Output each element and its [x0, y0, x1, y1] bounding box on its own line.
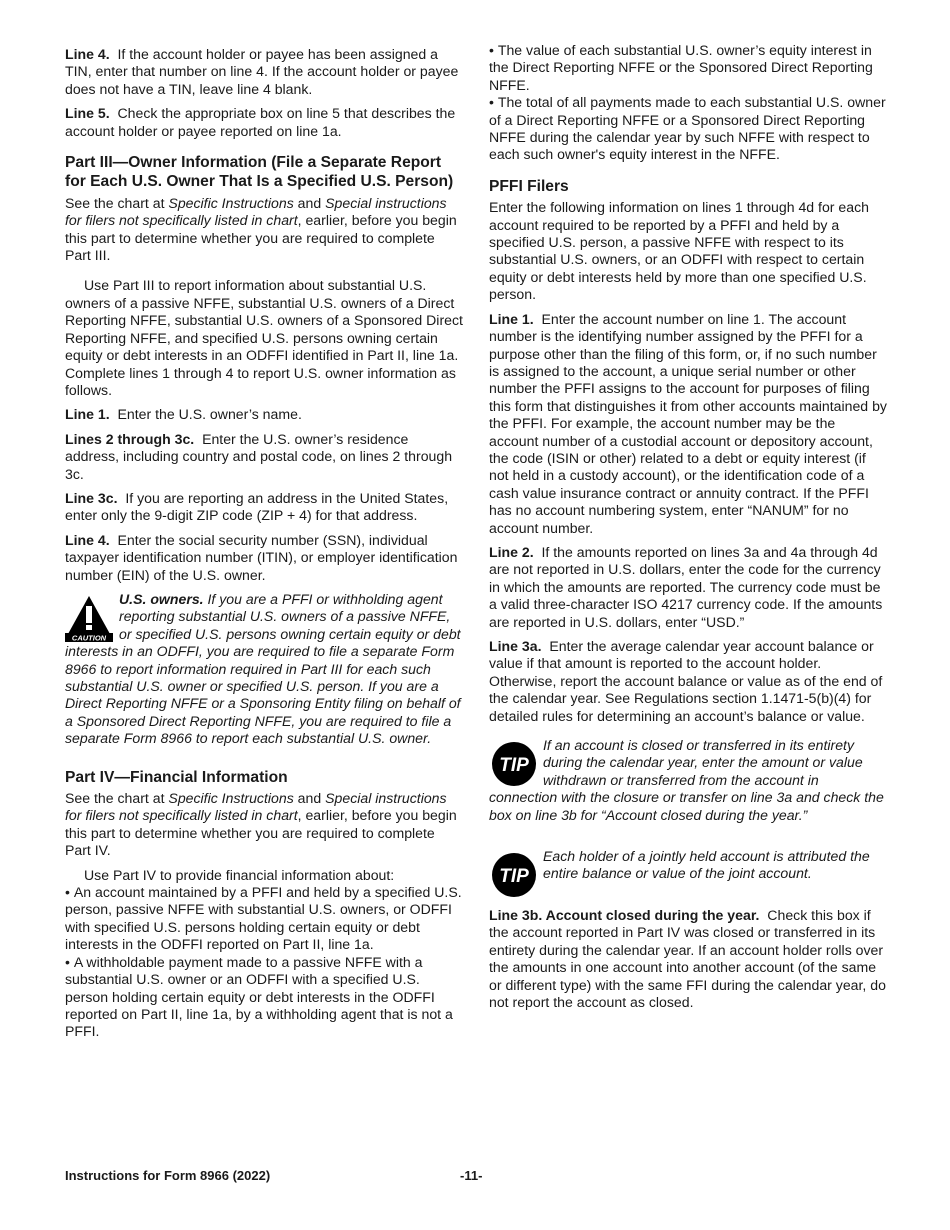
r-line1: Line 1. Enter the account number on line 1. The account number is the identifying number assigned by the PFFI for a purpose other than the filing of this form, or, if no such number is assigned to the account, a unique serial number or other number the PFFI assigns to the account for purposes of filing this form that distinguishes it from other accounts maintained by the PFFI. For example, the account number may be the account number of a custodial account or depository account, the code (ISIN or other) related to a debt or equity interest (if not held in a custody account), or the identification code of a cash value insurance contract or annuity contract. If the PFFI has no account numbering system, enter “NANUM” for no account number.: [489, 310, 887, 536]
part4-heading: Part IV—Financial Information: [65, 768, 288, 786]
r-line3a: Line 3a. Enter the average calendar year account balance or value if that amount is reported to the account holder. Otherwise, report the account balance or value as of the end of the calendar year. See Regulations section 1.1471-5(b)(4) for detailed rules for determining an account’s balance or value.: [489, 638, 883, 724]
pffi-heading: PFFI Filers: [489, 177, 569, 195]
tip-callout-1: TIP If an account is closed or transferred in its entirety during the calendar year, enter the amount or value withdrawn or transferred from the account in connection with the closure or transfer on line 3a and check the box on line 3b for “Account closed during the year.”: [489, 737, 884, 823]
svg-text:TIP: TIP: [499, 755, 529, 777]
p3-lines2-3c: Lines 2 through 3c. Enter the U.S. owner’s residence address, including country and postal code, on lines 2 through 3c.: [65, 430, 453, 482]
pffi-intro: Enter the following information on lines 1 through 4d for each account required to be reported by a PFFI and held by a specified U.S. person, a passive NFFE with respect to its substantial U.S. owners, or an ODFFI with respect to certain equity or debt interests held by more than one specified U.S. person.: [489, 199, 869, 303]
r-line3b: Line 3b. Account closed during the year. Check this box if the account reported in Part IV was closed or transferred in its entirety during the calendar year. If an account holder rolls over the amounts in one account into another account (of the same or different type) with the same FFI during the calendar year, do not report the account as closed.: [489, 907, 886, 1011]
part3-intro: See the chart at Specific Instructions and Special instructions for filers not specifically listed in chart, earlier, before you begin this part to determine whether you are required to complete Part III.: [65, 194, 457, 264]
part4-bullet-1: • An account maintained by a PFFI and held by a specified U.S. person, passive NFFE with substantial U.S. owners, or ODFFI with specified U.S. persons holding certain equity or debt interests in the ODFFI reported on Part II, line 1a.: [65, 884, 462, 953]
left-column: [65, 46, 463, 1041]
svg-text:TIP: TIP: [499, 866, 529, 888]
tip-icon: [489, 741, 539, 787]
line5-paragraph: Line 5. Check the appropriate box on line 5 that describes the account holder or payee reported on line 1a.: [65, 105, 456, 139]
p3-line1: Line 1. Enter the U.S. owner’s name.: [65, 406, 302, 423]
part4-use: Use Part IV to provide financial information about:: [84, 866, 395, 883]
bullet-4: • The total of all payments made to each substantial U.S. owner of a Direct Reporting NFFE or a Sponsored Direct Reporting NFFE during the calendar year by such NFFE with respect to each such owner's equity interest in the NFFE.: [489, 94, 886, 163]
part3-use: Use Part III to report information about substantial U.S. owners of a passive NFFE, substantial U.S. owners of a Direct Reporting NFFE, substantial U.S. owners of a Sponsored Direct Reporting NFFE, and specified U.S. persons owning certain equity or debt interests in an ODFFI identified in Part II, line 1a. Complete lines 1 through 4 to report U.S. owner information as follows.: [65, 277, 463, 398]
right-column: [489, 42, 887, 1019]
footer-title: Instructions for Form 8966 (2022): [65, 1168, 271, 1183]
bullet-3: • The value of each substantial U.S. owner’s equity interest in the Direct Reporting NFFE or the Sponsored Direct Reporting NFFE.: [489, 42, 873, 93]
caution-callout: CAUTION U.S. owners. If you are a PFFI or withholding agent reporting substantial U.S. owners of a passive NFFE, or specified U.S. persons owning certain equity or debt interests in an ODFFI, you are required to file a separate Form 8966 to report information required in Part III for each such substantial U.S. owner or specified U.S. person. If you are a Direct Reporting NFFE or a Sponsoring Entity filing on behalf of a Sponsored Direct Reporting NFFE, you are required to file a separate Form 8966 to report each substantial U.S. owner.: [65, 590, 461, 747]
line4-paragraph: Line 4. If the account holder or payee has been assigned a TIN, enter that number on line 4. If the account holder or payee does not have a TIN, leave line 4 blank.: [65, 46, 459, 97]
part3-heading: Part III—Owner Information (File a Separate Report for Each U.S. Owner That Is a Specified U.S. Person): [65, 154, 454, 191]
part4-bullet-2: • A withholdable payment made to a passive NFFE with a substantial U.S. owner or an ODFFI with a specified U.S. person holding certain equity or debt interests in the ODFFI reported on Part II, line 1a, by a withholding agent that is not a PFFI.: [65, 953, 453, 1040]
tip-callout-2: TIP Each holder of a jointly held account is attributed the entire balance or value of the joint account.: [489, 848, 887, 900]
tip-icon: [489, 852, 539, 898]
p3-line4: Line 4. Enter the social security number (SSN), individual taxpayer identification number (ITIN), or employer identification number (EIN) of the U.S. owner.: [65, 531, 458, 583]
page-footer: [65, 1168, 887, 1183]
p3-line3c: Line 3c. If you are reporting an address in the United States, enter only the 9-digit ZIP code (ZIP + 4) for that address.: [65, 489, 449, 524]
r-line2: Line 2. If the amounts reported on lines 3a and 4a through 4d are not reported in U.S. dollars, enter the code for the currency in which the amounts are reported. The currency code must be a valid three-character ISO 4217 currency code. If the amounts are reported in U.S. dollars, enter “USD.”: [489, 543, 883, 630]
part4-intro: See the chart at Specific Instructions and Special instructions for filers not specifically listed in chart, earlier, before you begin this part to determine whether you are required to complete Part IV.: [65, 790, 457, 859]
svg-text:CAUTION: CAUTION: [71, 633, 107, 642]
page-number: -11-: [460, 1168, 483, 1183]
caution-icon: [65, 594, 113, 642]
